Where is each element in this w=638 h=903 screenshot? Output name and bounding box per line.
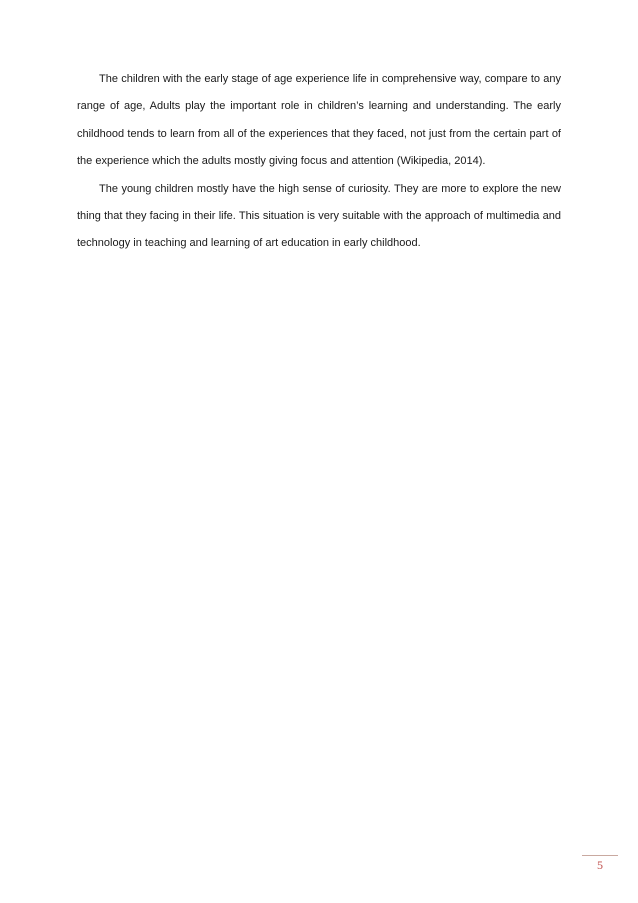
paragraph-2: The young children mostly have the high sense of curiosity. They are more to explore the new thing that they facing in their life. This situation is very suitable with the approach of multimedia and technology in teaching and learning of art education in early childhood. (77, 182, 561, 250)
footer-rule (582, 855, 618, 856)
body-text (77, 66, 561, 258)
page-number: 5 (597, 858, 603, 872)
paragraph-1: The children with the early stage of age experience life in comprehensive way, compare to any range of age, Adults play the important role in children’s learning and understanding. The early childhood tends to learn from all of the experiences that they faced, not just from the certain part of the experience which the adults mostly giving focus and attention (Wikipedia, 2014). (77, 73, 561, 168)
